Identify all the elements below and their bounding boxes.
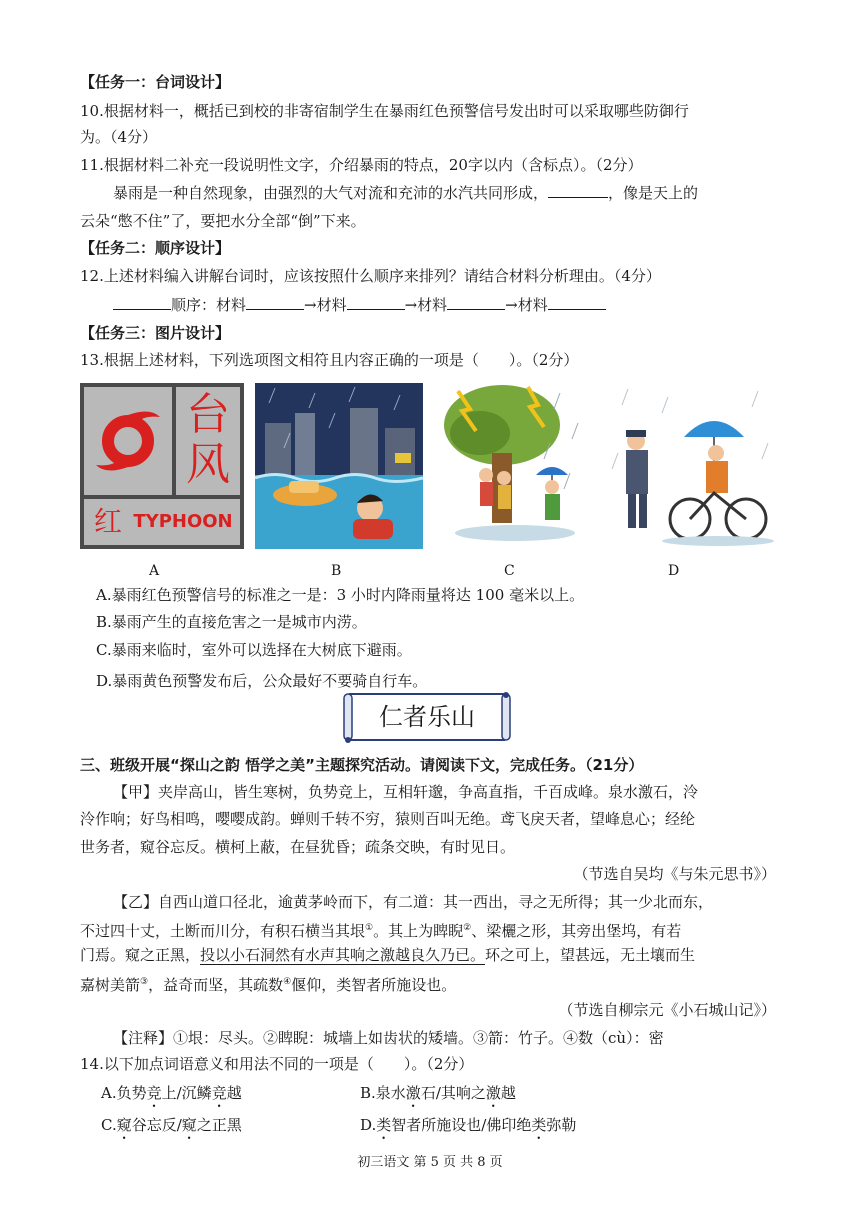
option-14-a: A.负势竞上/沉鳞竞越 [101, 1084, 242, 1102]
banner-title: 仁者乐山 [379, 703, 475, 731]
passage-jia-source: （节选自吴均《与朱元思书》） [573, 865, 776, 883]
question-10-line1: 10.根据材料一，概括已到校的非寄宿制学生在暴雨红色预警信号发出时可以采取哪些防御行 [80, 102, 689, 120]
image-label-d: D [668, 563, 680, 579]
underlined-sentence: 投以小石洞然有水声其响之激越良久乃已。 [200, 946, 486, 964]
passage-yi-line2: 不过四十丈，土断而川分，有积石横当其垠①。其上为睥睨②、梁欐之形，其旁出堡坞，有若 [80, 922, 682, 940]
material-blank-2[interactable] [347, 295, 405, 310]
option-14-b: B.泉水激石/其响之激越 [360, 1084, 516, 1102]
task2-heading: 【任务二：顺序设计】 [80, 239, 231, 257]
option-13-b: B.暴雨产生的直接危害之一是城市内涝。 [96, 613, 367, 631]
sign-char-tai: 台 [186, 389, 230, 440]
passage-jia-line1: 【甲】夹岸高山，皆生寒树，负势竞上，互相轩邈，争高直指，千百成峰。泉水激石，泠 [113, 783, 699, 801]
scroll-banner [342, 690, 512, 745]
image-label-b: B [331, 563, 342, 579]
flooded-city-image [255, 383, 423, 549]
question-11-text-line2: 云朵“憋不住”了，要把水分全部“倒”下来。 [80, 212, 366, 230]
option-13-c: C.暴雨来临时，室外可以选择在大树底下避雨。 [96, 641, 412, 659]
section-3-heading: 三、班级开展“探山之韵 悟学之美”主题探究活动。请阅读下文，完成任务。（21分） [80, 756, 644, 774]
typhoon-warning-sign-image [80, 383, 244, 549]
passage-yi-source: （节选自柳宗元《小石城山记》） [558, 1001, 776, 1019]
task3-heading: 【任务三：图片设计】 [80, 324, 231, 342]
question-11: 11.根据材料二补充一段说明性文字，介绍暴雨的特点，20字以内（含标点）。（2分） [80, 156, 643, 174]
passage-yi-line3: 门焉。窥之正黑，投以小石洞然有水声其响之激越良久乃已。环之可上，望甚远，无土壤而生 [80, 946, 696, 964]
image-label-c: C [504, 563, 515, 579]
page-footer: 初三语文 第 5 页 共 8 页 [357, 1155, 503, 1170]
passage-yi-line1: 【乙】自西山道口径北，逾黄茅岭而下，有二道：其一西出，寻之无所得；其一少北而东， [113, 893, 714, 911]
task1-heading: 【任务一：台词设计】 [80, 73, 231, 91]
order-answer-line: 顺序：材料 →材料 →材料 →材料 [113, 295, 813, 315]
option-14-c: C.窥谷忘反/窥之正黑 [101, 1116, 242, 1134]
option-13-d: D.暴雨黄色预警发布后，公众最好不要骑自行车。 [96, 672, 428, 690]
question-13: 13.根据上述材料，下列选项图文相符且内容正确的一项是（ ）。（2分） [80, 351, 579, 369]
cyclist-and-policeman-image [608, 383, 778, 549]
question-10-line2: 为。（4分） [80, 128, 158, 146]
sign-word-typhoon: TYPHOON [133, 511, 233, 532]
option-13-a: A.暴雨红色预警信号的标准之一是：3 小时内降雨量将达 100 毫米以上。 [96, 586, 585, 604]
passage-yi-line4: 嘉树美箭③，益奇而坚，其疏数④偃仰，类智者所施设也。 [80, 976, 457, 994]
sign-char-feng: 风 [186, 439, 230, 490]
order-blank[interactable] [113, 295, 171, 310]
material-blank-1[interactable] [246, 295, 304, 310]
question-12: 12.上述材料编入讲解台词时，应该按照什么顺序来排列？请结合材料分析理由。（4分） [80, 267, 661, 285]
typhoon-icon [90, 403, 166, 479]
sign-char-hong: 红 [93, 505, 122, 538]
annotation-notes: 【注释】①垠：尽头。②睥睨：城墙上如齿状的矮墙。③箭：竹子。④数（cù）：密 [113, 1029, 664, 1047]
material-blank-4[interactable] [548, 295, 606, 310]
answer-blank[interactable] [548, 183, 608, 198]
option-14-d: D.类智者所施设也/佛印绝类弥勒 [360, 1116, 577, 1134]
material-blank-3[interactable] [447, 295, 505, 310]
image-label-a: A [149, 563, 160, 579]
passage-jia-line3: 世务者，窥谷忘反。横柯上蔽，在昼犹昏；疏条交映，有时见日。 [80, 838, 516, 856]
children-under-tree-image [440, 383, 590, 549]
question-14: 14.以下加点词语意义和用法不同的一项是（ ）。（2分） [80, 1055, 474, 1073]
question-11-text-line1: 暴雨是一种自然现象，由强烈的大气对流和充沛的水汽共同形成， ，像是天上的 [113, 184, 699, 202]
passage-jia-line2: 泠作响；好鸟相鸣，嘤嘤成韵。蝉则千转不穷，猿则百叫无绝。鸢飞戾天者，望峰息心；经纶 [80, 810, 696, 828]
